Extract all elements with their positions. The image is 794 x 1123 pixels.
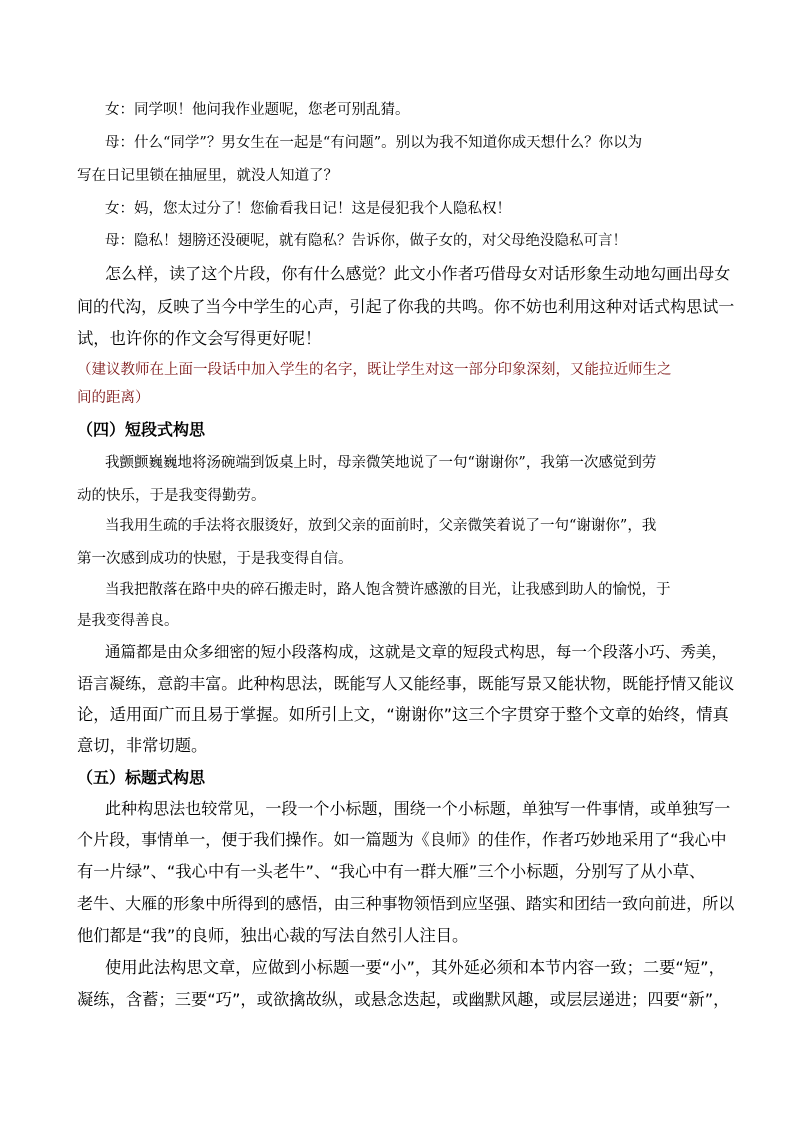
example-line: 动的快乐，于是我变得勤劳。 [77, 488, 266, 504]
reflection-paragraph-line: 试，也许你的作文会写得更好呢！ [77, 329, 322, 348]
title-method-line: 他们都是“我”的良师，独出心裁的写法自然引人注目。 [77, 926, 469, 945]
example-line: 当我把散落在路中央的碎石搬走时，路人饱含赞许感激的目光，让我感到助人的愉悦，于 [105, 582, 671, 598]
dialogue-line: 母：隐私！翅膀还没硬呢，就有隐私？告诉你，做子女的，对父母绝没隐私可言！ [105, 233, 627, 249]
explanation-line: 语言凝练，意韵丰富。此种构思法，既能写人又能经事，既能写景又能状物，既能抒情又能议 [77, 674, 735, 693]
example-line: 是我变得善良。 [77, 613, 179, 629]
title-method-line: 有一片绿”、“我心中有一头老牛”、“我心中有一群大雁”三个小标题，分别写了从小草、 [77, 862, 706, 881]
title-method-line: 此种构思法也较常见，一段一个小标题，围绕一个小标题，单独写一件事情，或单独写一 [105, 799, 731, 818]
example-line: 我颤颤巍巍地将汤碗端到饭桌上时，母亲微笑地说了一句“谢谢你”，我第一次感觉到劳 [105, 455, 657, 471]
dialogue-line: 女：妈，您太过分了！您偷看我日记！这是侵犯我个人隐私权！ [105, 201, 511, 217]
explanation-line: 通篇都是由众多细密的短小段落构成，这就是文章的短段式构思，每一个段落小巧、秀美， [105, 643, 727, 661]
explanation-line: 论，适用面广而且易于掌握。如所引上文，“谢谢你”这三个字贯穿于整个文章的始终，情真 [77, 705, 729, 724]
reflection-paragraph-line: 怎么样，读了这个片段，你有什么感觉？此文小作者巧借母女对话形象生动地勾画出母女 [105, 264, 731, 283]
explanation-line: 意切，非常切题。 [77, 736, 208, 755]
title-method-line: 使用此法构思文章，应做到小标题一要“小”，其外延必须和本节内容一致；二要“短”， [105, 958, 725, 977]
teacher-note-line: 间的距离） [77, 390, 150, 406]
dialogue-line: 女：同学呗！他问我作业题呢，您老可别乱猜。 [105, 102, 410, 118]
example-line: 当我用生疏的手法将衣服烫好，放到父亲的面前时，父亲微笑着说了一句“谢谢你”，我 [105, 518, 657, 534]
example-line: 第一次感到成功的快慰，于是我变得自信。 [77, 551, 353, 567]
title-method-line: 个片段，事情单一，便于我们操作。如一篇题为《良师》的佳作，作者巧妙地采用了“我心中 [77, 830, 727, 849]
dialogue-line: 写在日记里锁在抽屉里，就没人知道了？ [77, 168, 338, 184]
section-heading: （四）短段式构思 [77, 420, 206, 439]
section-heading: （五）标题式构思 [77, 768, 206, 787]
teacher-note-line: （建议教师在上面一段话中加入学生的名字，既让学生对这一部分印象深刻，又能拉近师生之 [77, 362, 672, 378]
reflection-paragraph-line: 间的代沟，反映了当今中学生的心声，引起了你我的共鸣。你不妨也利用这种对话式构思试一 [77, 297, 735, 316]
title-method-line: 老牛、大雁的形象中所得到的感悟，由三种事物领悟到应坚强、踏实和团结一致向前进，所以 [77, 894, 735, 913]
dialogue-line: 母：什么“同学”？男女生在一起是“有问题”。别以为我不知道你成天想什么？你以为 [105, 135, 643, 151]
title-method-line: 凝练，含蓄；三要“巧”，或欲擒故纵，或悬念迭起，或幽默风趣，或层层递进；四要“新”， [77, 990, 730, 1009]
